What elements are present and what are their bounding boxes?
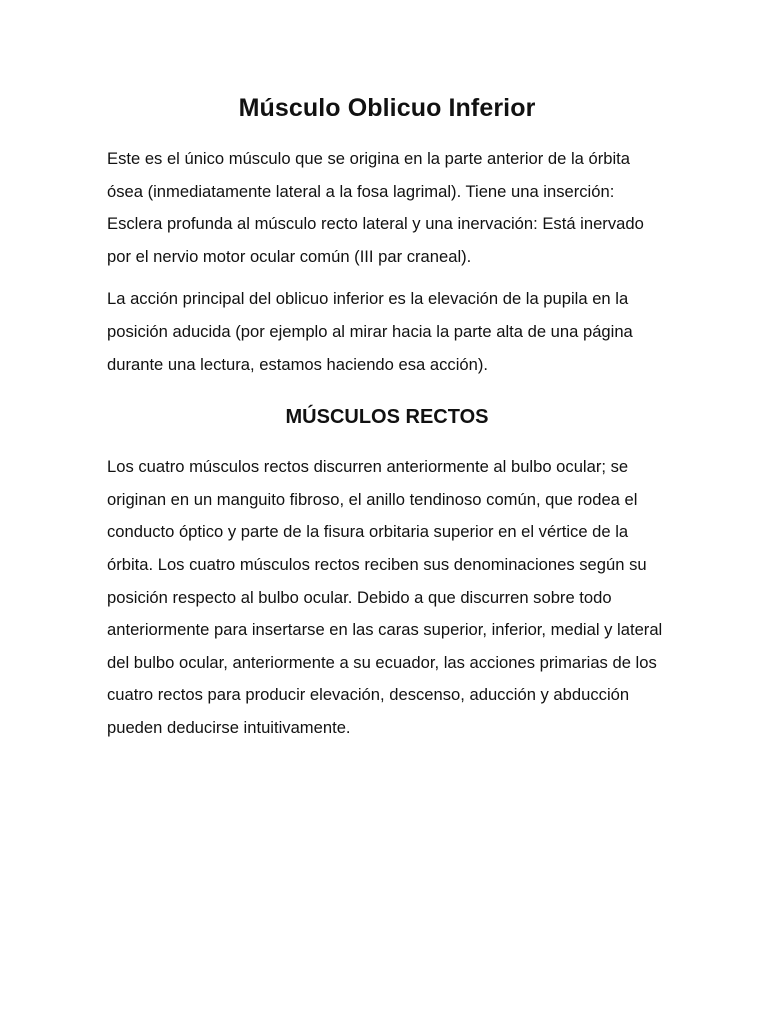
paragraph-rectus-muscles: Los cuatro músculos rectos discurren anteriormente al bulbo ocular; se originan en un manguito fibroso, el anillo tendinoso común, que rodea el conducto óptico y parte de la fisura orbitaria superior en el vértice de la órbita. Los cuatro músculos rectos reciben sus denominaciones según su posición respecto al bulbo ocular. Debido a que discurren sobre todo anteriormente para insertarse en las caras superior, inferior, medial y lateral del bulbo ocular, anteriormente a su ecuador, las acciones primarias de los cuatro rectos para producir elevación, descenso, aducción y abducción pueden deducirse intuitivamente. — [107, 457, 663, 737]
page-title: Músculo Oblicuo Inferior — [238, 94, 536, 122]
section-title: MÚSCULOS RECTOS — [285, 406, 489, 429]
document-page — [107, 86, 667, 755]
paragraph-action: La acción principal del oblicuo inferior es la elevación de la pupila en la posición aducida (por ejemplo al mirar hacia la parte alta de una página durante una lectura, estamos haciendo esa acción). — [107, 289, 633, 374]
paragraph-origin: Este es el único músculo que se origina en la parte anterior de la órbita ósea (inmediatamente lateral a la fosa lagrimal). Tiene una inserción: Esclera profunda al músculo recto lateral y una inervación: Está inervado por el nervio motor ocular común (III par craneal). — [107, 149, 644, 266]
